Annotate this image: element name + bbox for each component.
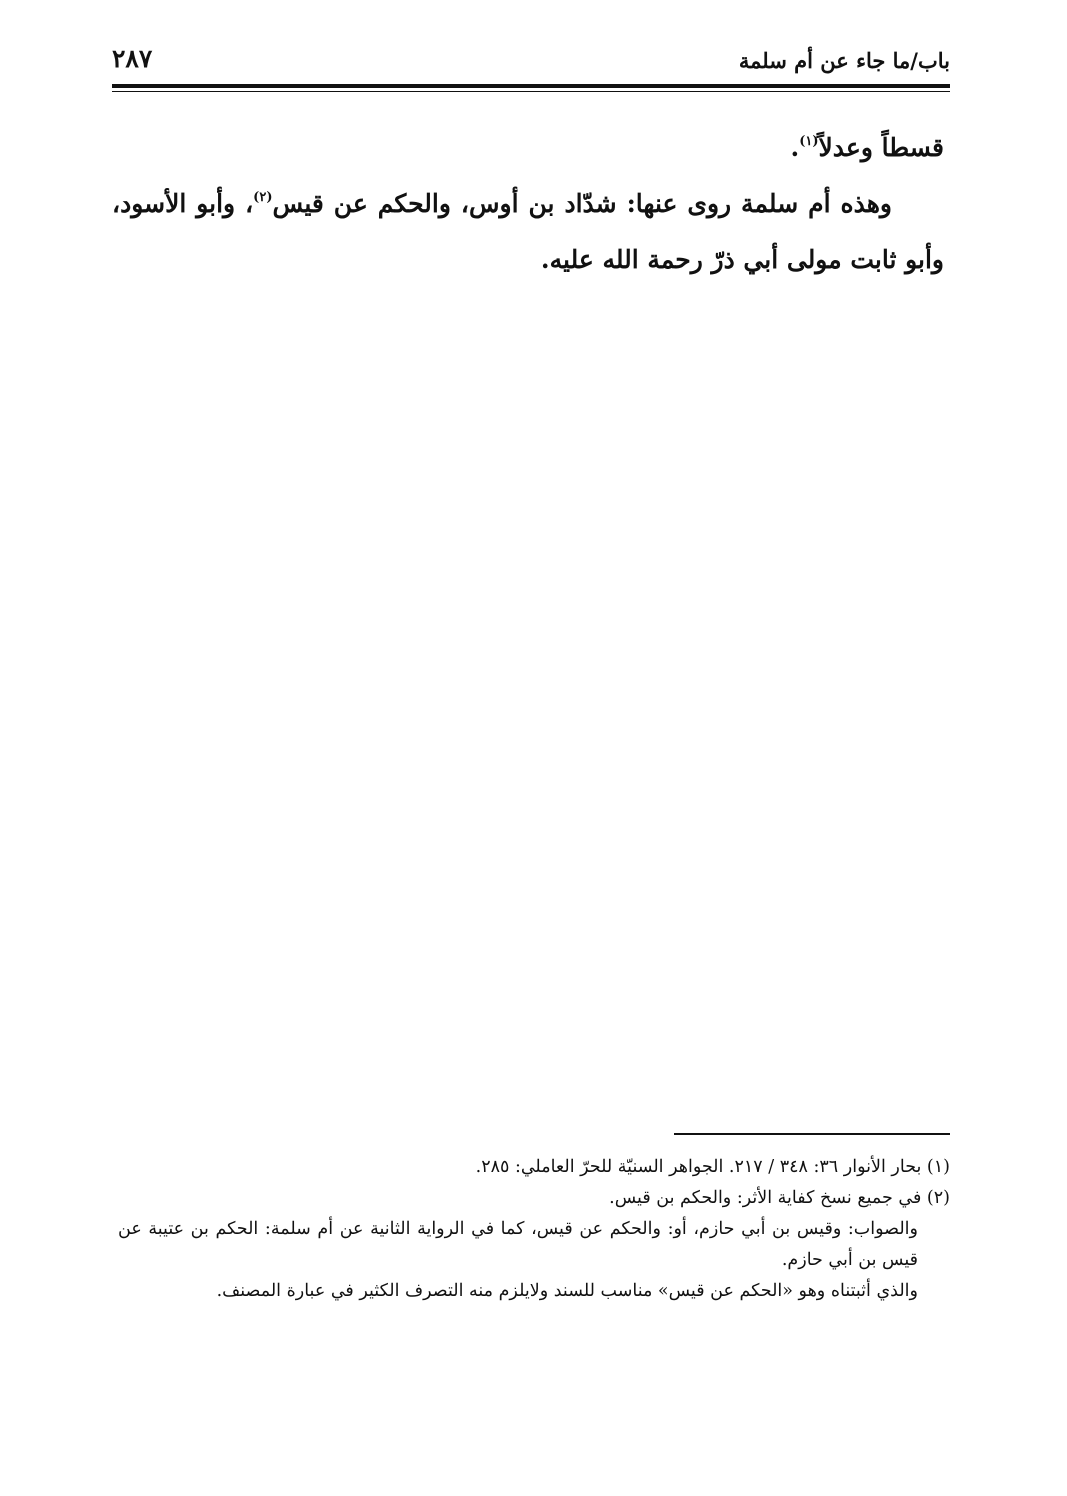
paragraph-1-end: . [790, 133, 800, 162]
footnote-separator [674, 1133, 950, 1135]
header-rule-thick [112, 84, 950, 88]
paragraph-2-part1: وهذه أم سلمة روى عنها: شدّاد بن أوس، والحكم عن قيس [272, 189, 892, 218]
footnote-1: (١) بحار الأنوار ٣٦: ٣٤٨ / ٢١٧. الجواهر السنيّة للحرّ العاملي: ٢٨٥. [475, 1157, 950, 1177]
page-number: ٢٨٧ [112, 44, 153, 73]
header-rule-thin [112, 91, 950, 92]
running-header [112, 44, 950, 80]
footnotes [118, 1152, 950, 1307]
paragraph-2-part2: ، وأبو الأسود، وأبو ثابت مولى أبي ذرّ رحمة الله عليه. [112, 189, 944, 274]
paragraph-1 [112, 120, 944, 176]
footnote-ref-1: (١) [799, 134, 819, 149]
paragraph-1-text: قسطاً وعدلاً [818, 133, 944, 162]
footnote-2-note: والذي أثبتناه وهو «الحكم عن قيس» مناسب للسند ولايلزم منه التصرف الكثير في عبارة المصنف. [216, 1281, 918, 1301]
main-text [112, 120, 944, 288]
footnote-ref-2: (٢) [253, 190, 273, 205]
footnote-2: (٢) في جميع نسخ كفاية الأثر: والحكم بن قيس. [609, 1188, 950, 1208]
header-title: باب/ما جاء عن أم سلمة [738, 48, 950, 73]
footnote-2-correction: والصواب: وقيس بن أبي حازم، أو: والحكم عن قيس، كما في الرواية الثانية عن أم سلمة: الحكم بن عتيبة عن قيس بن أبي حازم. [118, 1219, 918, 1270]
paragraph-2 [112, 176, 944, 288]
